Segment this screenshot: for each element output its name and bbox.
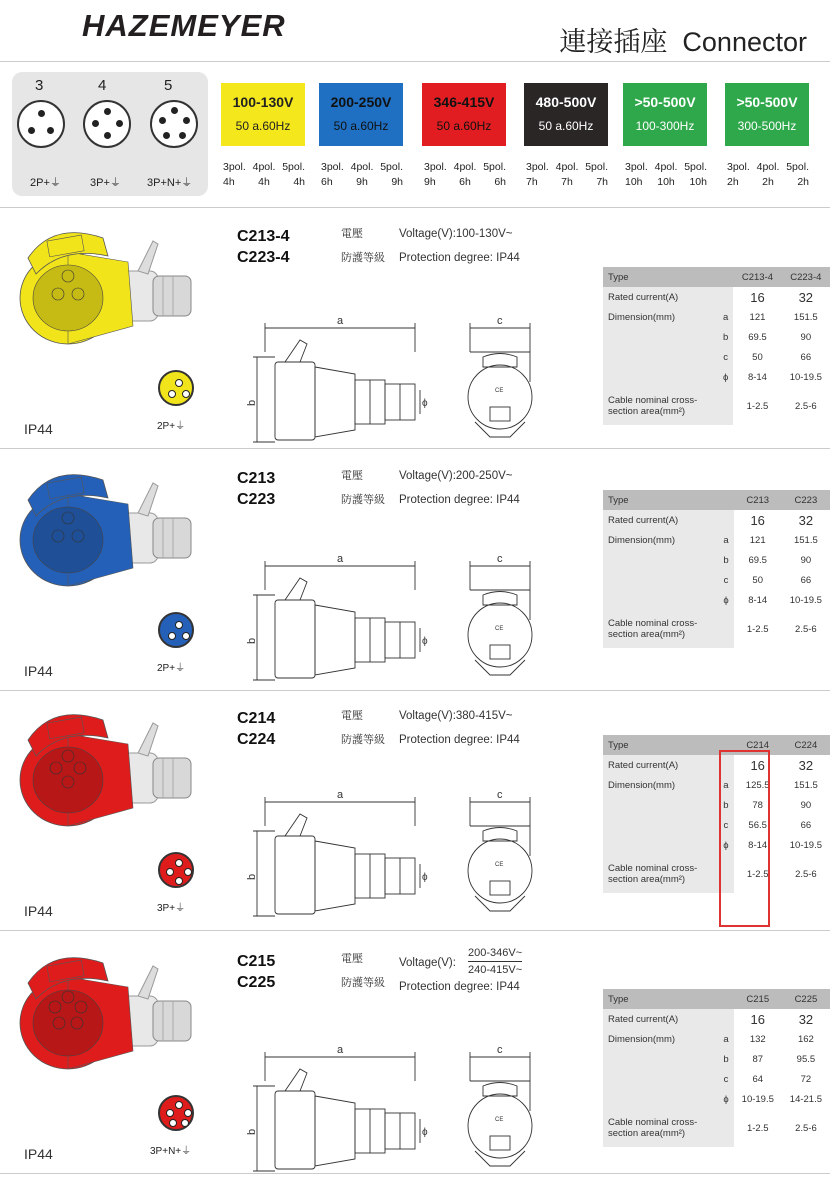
dim-cell: 50	[733, 347, 781, 367]
pole-count: 4pol.	[756, 161, 780, 173]
dim-key: b	[718, 795, 733, 815]
svg-text:ϕ: ϕ	[422, 872, 428, 883]
dimension-drawing	[245, 1041, 585, 1191]
cable-line2: section area(mm²)	[608, 629, 686, 640]
current-header: Rated current(A)	[603, 510, 718, 530]
svg-text:b: b	[246, 637, 258, 644]
hour-position: 9h	[391, 176, 403, 188]
voltage-spec	[399, 951, 456, 975]
type-cell: C213	[734, 490, 782, 510]
hour-position: 10h	[689, 176, 707, 188]
cable-header	[603, 387, 718, 425]
frequency-range: 100-300Hz	[635, 119, 695, 133]
dimension-header: Dimension(mm)	[603, 1029, 718, 1049]
spec-lines	[399, 222, 520, 270]
voltage-range: 100-130V	[232, 94, 294, 110]
spec-lines	[399, 704, 520, 752]
dim-key: c	[718, 1069, 733, 1089]
dimension-drawing	[245, 550, 585, 700]
dim-cell: 121	[734, 530, 782, 550]
model-code-16a: C213-4	[237, 228, 290, 245]
svg-text:CE: CE	[495, 862, 504, 868]
pole-count: 3pol.	[424, 161, 447, 173]
dim-key: ϕ	[718, 835, 733, 855]
dim-key: c	[718, 347, 733, 367]
cn-labels	[341, 222, 385, 270]
dim-cell: 8-14	[733, 367, 781, 387]
pin-label: 3P+⏚	[157, 903, 186, 914]
dim-cell: 90	[782, 550, 830, 570]
type-cell: C223	[782, 490, 830, 510]
model-code-16a: C214	[237, 710, 276, 727]
cable-header	[603, 610, 718, 648]
dim-cell: 56.5	[734, 815, 782, 835]
pole-count: 4pol.	[654, 161, 678, 173]
model-codes	[237, 951, 275, 993]
dim-cell: 10-19.5	[782, 590, 830, 610]
voltage-label-cn: 電壓	[341, 228, 363, 240]
hour-position: 2h	[727, 176, 739, 188]
cable-line1: Cable nominal cross-	[608, 395, 698, 406]
type-header: Type	[603, 267, 718, 287]
type-cell: C214	[734, 735, 782, 755]
cable-line1: Cable nominal cross-	[608, 863, 698, 874]
pole-count: 4pol.	[350, 161, 374, 173]
current-header: Rated current(A)	[603, 1009, 718, 1029]
dim-cell: 90	[782, 327, 830, 347]
voltage-label-cn: 電壓	[341, 470, 363, 482]
pole-hours	[522, 160, 612, 190]
dim-cell: 66	[782, 815, 830, 835]
dim-cell: 69.5	[734, 550, 782, 570]
dim-cell: 10-19.5	[782, 835, 830, 855]
voltage-range: 200-250V	[330, 94, 392, 110]
dim-key: c	[718, 570, 733, 590]
cable-cell: 2.5-6	[782, 1109, 830, 1147]
voltage-box	[422, 83, 506, 146]
hour-position: 6h	[459, 176, 471, 188]
header-divider	[0, 61, 830, 62]
model-code-16a: C213	[237, 470, 276, 487]
dim-cell: 151.5	[782, 775, 830, 795]
cable-cell: 1-2.5	[733, 387, 781, 425]
svg-text:CE: CE	[495, 1117, 504, 1123]
page-title-en: Connector	[682, 27, 807, 57]
voltage-spec: Voltage(V):100-130V~	[399, 228, 513, 240]
pole-count: 5pol.	[282, 161, 305, 173]
dim-cell: 10-19.5	[782, 367, 830, 387]
dim-key: b	[718, 327, 733, 347]
hour-position: 2h	[762, 176, 774, 188]
voltage-fraction	[468, 945, 522, 978]
dim-cell: 151.5	[782, 530, 830, 550]
protection-spec: Protection degree: IP44	[399, 981, 520, 993]
pin-label-3: 2P+⏚	[30, 177, 61, 189]
pin-label: 2P+⏚	[157, 421, 186, 432]
frequency-range: 50 a.60Hz	[436, 119, 492, 133]
model-codes	[237, 708, 275, 750]
dim-cell: 121	[733, 307, 781, 327]
current-cell: 16	[734, 755, 782, 775]
cable-cell: 2.5-6	[782, 387, 830, 425]
svg-text:c: c	[497, 1044, 503, 1056]
dimension-header: Dimension(mm)	[603, 307, 718, 327]
pole-hours	[317, 160, 407, 190]
pin-count-5: 5	[164, 77, 173, 94]
svg-text:c: c	[497, 315, 503, 327]
pole-hours	[723, 160, 813, 190]
hour-position: 4h	[258, 176, 270, 188]
model-codes	[237, 226, 289, 268]
cn-labels	[341, 704, 385, 752]
voltage-range: 480-500V	[535, 94, 597, 110]
type-cell: C215	[734, 989, 782, 1009]
cable-line1: Cable nominal cross-	[608, 1117, 698, 1128]
product-section	[0, 690, 830, 930]
cable-cell: 1-2.5	[734, 1109, 782, 1147]
pole-hours	[219, 160, 309, 190]
pole-count: 4pol.	[453, 161, 477, 173]
protection-spec: Protection degree: IP44	[399, 252, 520, 264]
dim-cell: 64	[734, 1069, 782, 1089]
dim-key: ϕ	[718, 1089, 733, 1109]
voltage-label-cn: 電壓	[341, 710, 363, 722]
cable-line2: section area(mm²)	[608, 406, 686, 417]
model-codes	[237, 468, 275, 510]
hour-position: 10h	[625, 176, 643, 188]
current-header: Rated current(A)	[603, 755, 718, 775]
frequency-range: 50 a.60Hz	[333, 119, 389, 133]
type-cell: C225	[782, 989, 830, 1009]
dim-cell: 69.5	[733, 327, 781, 347]
voltage-box	[319, 83, 403, 146]
voltage-spec: Voltage(V):200-250V~	[399, 470, 513, 482]
dim-cell: 95.5	[782, 1049, 830, 1069]
model-code-32a: C224	[237, 731, 276, 748]
hour-position: 4h	[223, 176, 235, 188]
dim-cell: 8-14	[734, 835, 782, 855]
pole-count: 5pol.	[684, 161, 707, 173]
hour-position: 10h	[657, 176, 675, 188]
protection-spec: Protection degree: IP44	[399, 734, 520, 746]
cable-header	[603, 855, 718, 893]
pin-label: 3P+N+⏚	[150, 1146, 192, 1157]
pole-count: 4pol.	[555, 161, 579, 173]
type-header: Type	[603, 735, 718, 755]
protection-label-cn: 防護等級	[341, 977, 385, 989]
pole-count: 3pol.	[321, 161, 344, 173]
current-cell: 32	[782, 755, 830, 775]
dim-cell: 87	[734, 1049, 782, 1069]
frequency-range: 300-500Hz	[737, 119, 797, 133]
spec-table	[603, 735, 830, 893]
voltage-box	[725, 83, 809, 146]
section-divider	[0, 930, 830, 931]
connector-photo	[8, 216, 198, 376]
dimension-header: Dimension(mm)	[603, 775, 718, 795]
hour-position: 6h	[321, 176, 333, 188]
highlight-box	[719, 750, 770, 927]
frequency-range: 50 a.60Hz	[538, 119, 594, 133]
dim-cell: 14-21.5	[782, 1089, 830, 1109]
connector-photo	[8, 698, 198, 858]
cable-cell: 2.5-6	[782, 610, 830, 648]
voltage-range: >50-500V	[634, 94, 696, 110]
cable-cell: 1-2.5	[734, 610, 782, 648]
current-cell: 16	[734, 510, 782, 530]
voltage-top: 200-346V~	[468, 945, 522, 962]
type-header: Type	[603, 490, 718, 510]
svg-text:b: b	[246, 399, 258, 406]
svg-text:a: a	[337, 315, 344, 327]
dim-cell: 50	[734, 570, 782, 590]
voltage-spec: Voltage(V):380-415V~	[399, 710, 513, 722]
spec-lines	[399, 464, 520, 512]
pole-count: 5pol.	[585, 161, 608, 173]
section-divider	[0, 448, 830, 449]
dim-cell: 66	[782, 347, 830, 367]
voltage-range: >50-500V	[736, 94, 798, 110]
dim-cell: 72	[782, 1069, 830, 1089]
spec-table	[603, 267, 830, 425]
svg-text:ϕ: ϕ	[422, 636, 428, 647]
model-code-16a: C215	[237, 953, 276, 970]
voltage-box	[524, 83, 608, 146]
model-code-32a: C223-4	[237, 249, 290, 266]
cable-line2: section area(mm²)	[608, 1128, 686, 1139]
pole-count: 3pol.	[625, 161, 648, 173]
cable-line1: Cable nominal cross-	[608, 618, 698, 629]
dim-cell: 10-19.5	[734, 1089, 782, 1109]
voltage-box	[623, 83, 707, 146]
product-section	[0, 208, 830, 448]
pole-hours	[420, 160, 510, 190]
spec-table	[603, 490, 830, 648]
protection-label-cn: 防護等級	[341, 734, 385, 746]
pole-count: 5pol.	[483, 161, 506, 173]
dim-cell: 132	[734, 1029, 782, 1049]
dim-key: ϕ	[718, 590, 733, 610]
page-title	[559, 20, 807, 59]
dim-key: a	[718, 1029, 733, 1049]
svg-text:a: a	[337, 553, 344, 565]
ip-rating: IP44	[24, 663, 53, 679]
cable-cell: 2.5-6	[782, 855, 830, 893]
pin-label-5: 3P+N+⏚	[147, 177, 193, 189]
hour-position: 7h	[526, 176, 538, 188]
svg-text:a: a	[337, 789, 344, 801]
svg-text:ϕ: ϕ	[422, 398, 428, 409]
pole-count: 4pol.	[252, 161, 276, 173]
socket-3pin-icon	[17, 100, 65, 148]
dimension-drawing	[245, 786, 585, 936]
spec-table	[603, 989, 830, 1147]
page-title-cn: 連接插座	[559, 27, 668, 58]
socket-4pin-icon	[83, 100, 131, 148]
current-cell: 32	[782, 287, 830, 307]
cable-cell: 1-2.5	[734, 855, 782, 893]
protection-spec: Protection degree: IP44	[399, 494, 520, 506]
brand-logo: HAZEMEYER	[82, 8, 286, 43]
voltage-prefix: Voltage(V):	[399, 957, 456, 969]
ip-rating: IP44	[24, 903, 53, 919]
svg-text:b: b	[246, 873, 258, 880]
pin-count-3: 3	[35, 77, 44, 94]
pin-count-4: 4	[98, 77, 107, 94]
hour-position: 9h	[424, 176, 436, 188]
connector-photo	[8, 941, 198, 1101]
dim-key: b	[718, 550, 733, 570]
dim-cell: 8-14	[734, 590, 782, 610]
pin-label: 2P+⏚	[157, 663, 186, 674]
connector-photo	[8, 458, 198, 618]
voltage-range: 346-415V	[433, 94, 495, 110]
type-cell: C223-4	[782, 267, 830, 287]
type-header: Type	[603, 989, 718, 1009]
pole-count: 3pol.	[223, 161, 246, 173]
pole-hours	[621, 160, 711, 190]
cable-header	[603, 1109, 718, 1147]
pole-count: 3pol.	[727, 161, 750, 173]
pin-label-4: 3P+⏚	[90, 177, 121, 189]
socket-5pin-icon	[150, 100, 198, 148]
svg-text:ϕ: ϕ	[422, 1127, 428, 1138]
cn-labels	[341, 464, 385, 512]
voltage-label-cn: 電壓	[341, 953, 363, 965]
dim-key: a	[718, 530, 733, 550]
hour-position: 7h	[561, 176, 573, 188]
model-code-32a: C223	[237, 491, 276, 508]
hour-position: 6h	[494, 176, 506, 188]
svg-text:c: c	[497, 553, 503, 565]
protection-label-cn: 防護等級	[341, 252, 385, 264]
svg-text:CE: CE	[495, 626, 504, 632]
dim-cell: 78	[734, 795, 782, 815]
protection-label-cn: 防護等級	[341, 494, 385, 506]
frequency-range: 50 a.60Hz	[235, 119, 291, 133]
dim-cell: 162	[782, 1029, 830, 1049]
cn-labels	[341, 947, 385, 995]
pin-layout-icon	[158, 612, 194, 648]
ip-rating: IP44	[24, 1146, 53, 1162]
dimension-drawing	[245, 312, 585, 462]
hour-position: 2h	[797, 176, 809, 188]
model-code-32a: C225	[237, 974, 276, 991]
svg-text:b: b	[246, 1128, 258, 1135]
pole-count: 3pol.	[526, 161, 549, 173]
ip-rating: IP44	[24, 421, 53, 437]
hour-position: 9h	[356, 176, 368, 188]
type-cell: C224	[782, 735, 830, 755]
cable-line2: section area(mm²)	[608, 874, 686, 885]
dim-cell: 151.5	[782, 307, 830, 327]
dim-cell: 90	[782, 795, 830, 815]
current-cell: 16	[733, 287, 781, 307]
svg-text:a: a	[337, 1044, 344, 1056]
type-cell: C213-4	[733, 267, 781, 287]
svg-text:c: c	[497, 789, 503, 801]
current-cell: 32	[782, 1009, 830, 1029]
hour-position: 7h	[596, 176, 608, 188]
hour-position: 4h	[293, 176, 305, 188]
svg-text:CE: CE	[495, 388, 504, 394]
pole-count: 5pol.	[786, 161, 809, 173]
dim-key: a	[718, 307, 733, 327]
dim-cell: 66	[782, 570, 830, 590]
product-section	[0, 933, 830, 1173]
current-cell: 16	[734, 1009, 782, 1029]
voltage-box	[221, 83, 305, 146]
pin-layout-icon	[158, 370, 194, 406]
current-header: Rated current(A)	[603, 287, 718, 307]
pin-layout-icon	[158, 1095, 194, 1131]
section-divider	[0, 1173, 830, 1174]
dim-key: c	[718, 815, 733, 835]
product-section	[0, 450, 830, 690]
dim-cell: 125.5	[734, 775, 782, 795]
voltage-bottom: 240-415V~	[468, 964, 523, 976]
dim-key: ϕ	[718, 367, 733, 387]
dim-key: b	[718, 1049, 733, 1069]
dim-key: a	[718, 775, 733, 795]
pin-layout-icon	[158, 852, 194, 888]
pole-count: 5pol.	[380, 161, 403, 173]
current-cell: 32	[782, 510, 830, 530]
dimension-header: Dimension(mm)	[603, 530, 718, 550]
